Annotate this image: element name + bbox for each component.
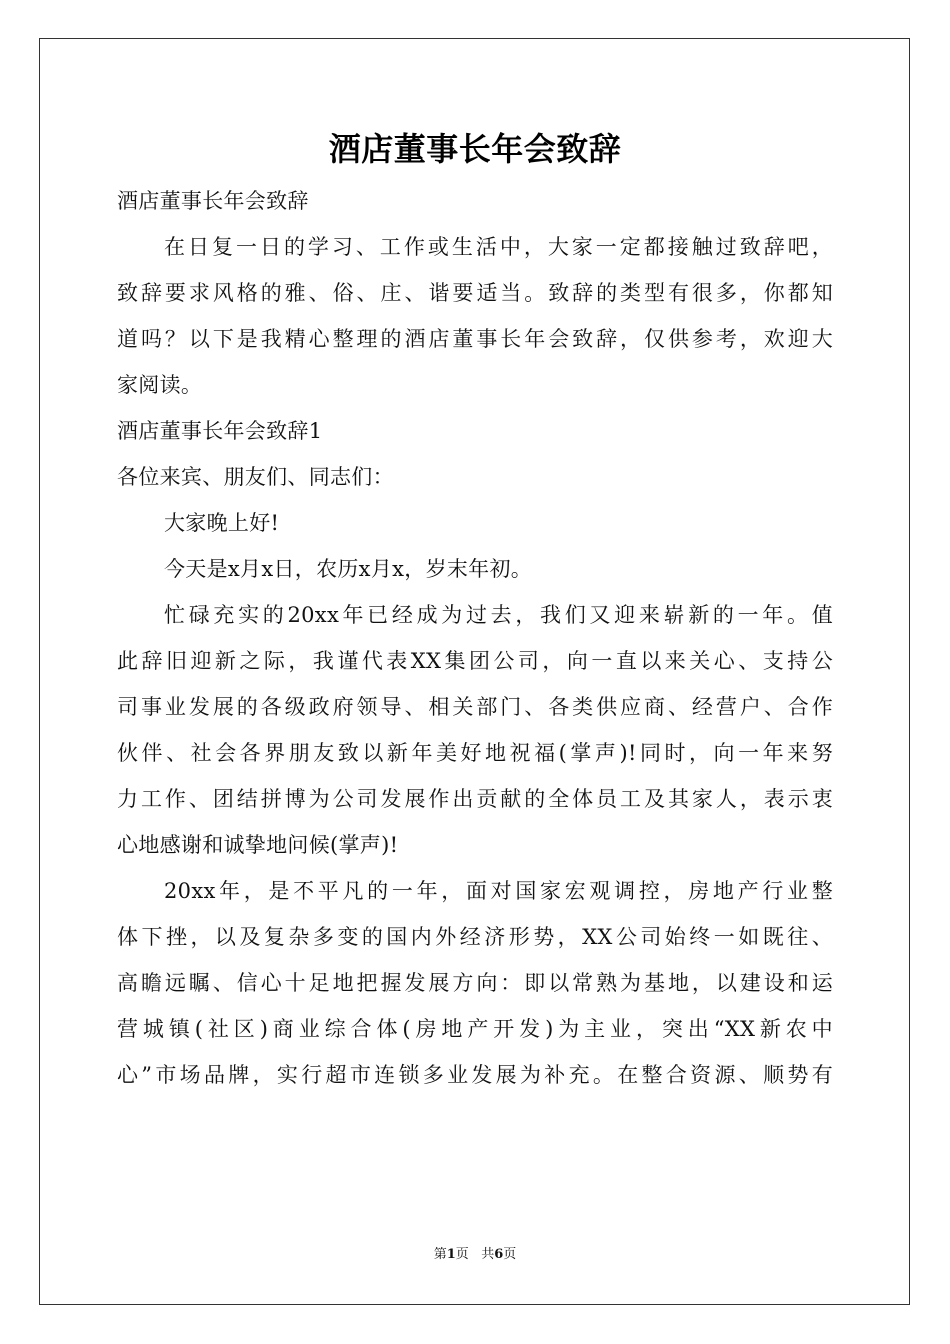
text-line: 各位来宾、朋友们、同志们： [117,465,394,489]
text-line: 伙伴、社会各界朋友致以新年美好地祝福(掌声)!同时，向一年来努 [117,741,833,765]
text-line: 酒店董事长年会致辞1 [117,419,323,443]
title-container [0,126,950,172]
page-footer [0,1246,950,1264]
total-label-suffix: 页 [503,1247,517,1262]
text-line: 道吗？以下是我精心整理的酒店董事长年会致辞，仅供参考，欢迎大 [117,327,833,351]
text-line: 营城镇(社区)商业综合体(房地产开发)为主业，突出“XX新农中 [117,1017,833,1041]
page-label-prefix: 第 [433,1247,447,1262]
text-line: 今天是x月x日，农历x月x，岁末年初。 [164,557,533,581]
document-title: 酒店董事长年会致辞 [328,130,622,168]
text-line: 致辞要求风格的雅、俗、庄、谐要适当。致辞的类型有很多，你都知 [117,281,833,305]
text-line: 在日复一日的学习、工作或生活中，大家一定都接触过致辞吧， [164,235,833,259]
text-line: 家阅读。 [117,373,203,397]
text-line: 司事业发展的各级政府领导、相关部门、各类供应商、经营户、合作 [117,695,833,719]
page-number-current: 1 [446,1247,456,1262]
text-line: 力工作、团结拼博为公司发展作出贡献的全体员工及其家人，表示衷 [117,787,833,811]
text-line: 心”市场品牌，实行超市连锁多业发展为补充。在整合资源、顺势有 [117,1063,833,1087]
text-line: 心地感谢和诚挚地问候(掌声)! [117,833,399,857]
total-label-prefix: 共 [481,1247,495,1262]
text-line: 此辞旧迎新之际，我谨代表XX集团公司，向一直以来关心、支持公 [117,649,833,673]
text-line: 大家晚上好! [164,511,280,535]
text-line: 酒店董事长年会致辞 [117,189,309,213]
text-line: 高瞻远瞩、信心十足地把握发展方向：即以常熟为基地，以建设和运 [117,971,833,995]
text-line: 体下挫，以及复杂多变的国内外经济形势，XX公司始终一如既往、 [117,925,833,949]
text-line: 20xx年，是不平凡的一年，面对国家宏观调控，房地产行业整 [164,879,833,903]
page-label-suffix: 页 [455,1247,469,1262]
document-body [117,178,833,1098]
page-number-total: 6 [494,1247,504,1262]
text-line: 忙碌充实的20xx年已经成为过去，我们又迎来崭新的一年。值 [164,603,833,627]
